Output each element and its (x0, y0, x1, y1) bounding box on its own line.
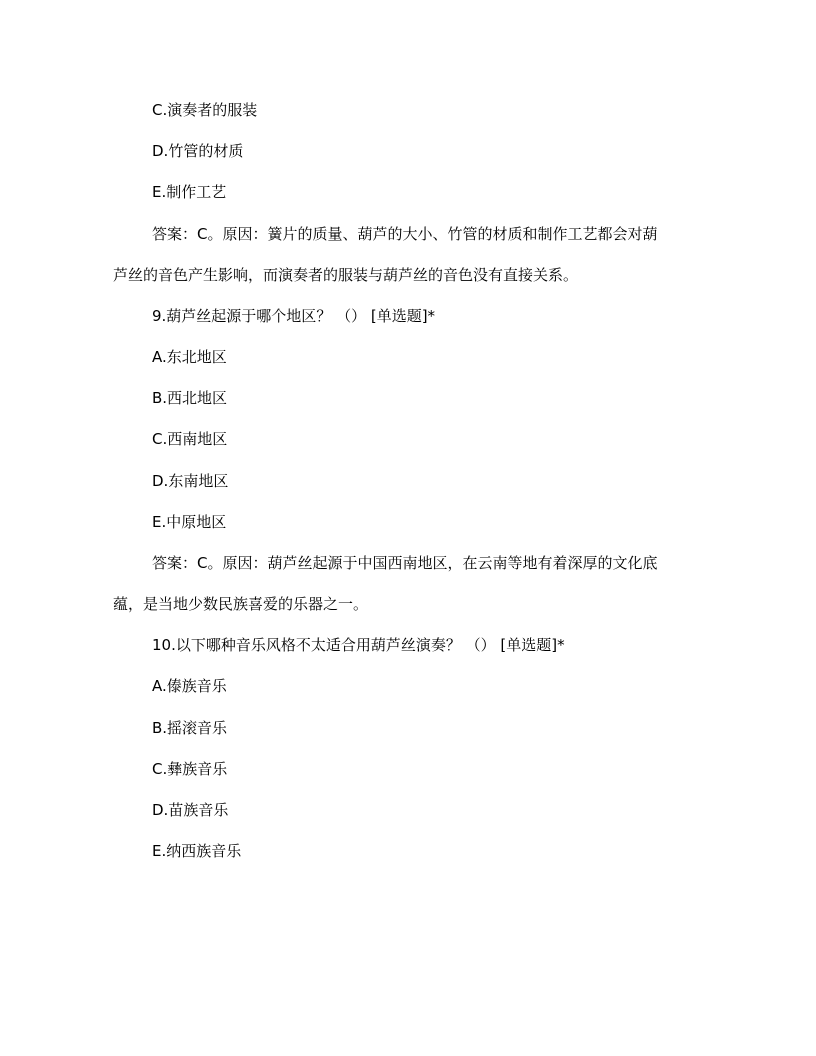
q9-option-b: B.西北地区 (152, 389, 228, 407)
q10-option-c: C.彝族音乐 (152, 760, 228, 778)
q9-option-c: C.西南地区 (152, 430, 228, 448)
q8-option-e: E.制作工艺 (152, 183, 227, 201)
q8-option-c: C.演奏者的服装 (152, 101, 258, 119)
q8-option-d: D.竹管的材质 (152, 142, 244, 160)
q9-option-a: A.东北地区 (152, 348, 227, 366)
q8-answer-line-2: 芦丝的音色产生影响，而演奏者的服装与葫芦丝的音色没有直接关系。 (113, 266, 579, 284)
q9-question: 9.葫芦丝起源于哪个地区？ （） [单选题]* (152, 307, 436, 325)
q9-option-d: D.东南地区 (152, 472, 229, 490)
q8-answer-line-1: 答案：C。原因：簧片的质量、葫芦的大小、竹管的材质和制作工艺都会对葫 (152, 225, 658, 243)
q10-option-a: A.傣族音乐 (152, 677, 227, 695)
q10-option-d: D.苗族音乐 (152, 801, 229, 819)
q9-option-e: E.中原地区 (152, 513, 227, 531)
q10-option-b: B.摇滚音乐 (152, 719, 228, 737)
q10-option-e: E.纳西族音乐 (152, 842, 242, 860)
q10-question: 10.以下哪种音乐风格不太适合用葫芦丝演奏？ （） [单选题]* (152, 636, 565, 654)
q9-answer-line-2: 蕴，是当地少数民族喜爱的乐器之一。 (113, 595, 369, 613)
q9-answer-line-1: 答案：C。原因：葫芦丝起源于中国西南地区，在云南等地有着深厚的文化底 (152, 554, 658, 572)
